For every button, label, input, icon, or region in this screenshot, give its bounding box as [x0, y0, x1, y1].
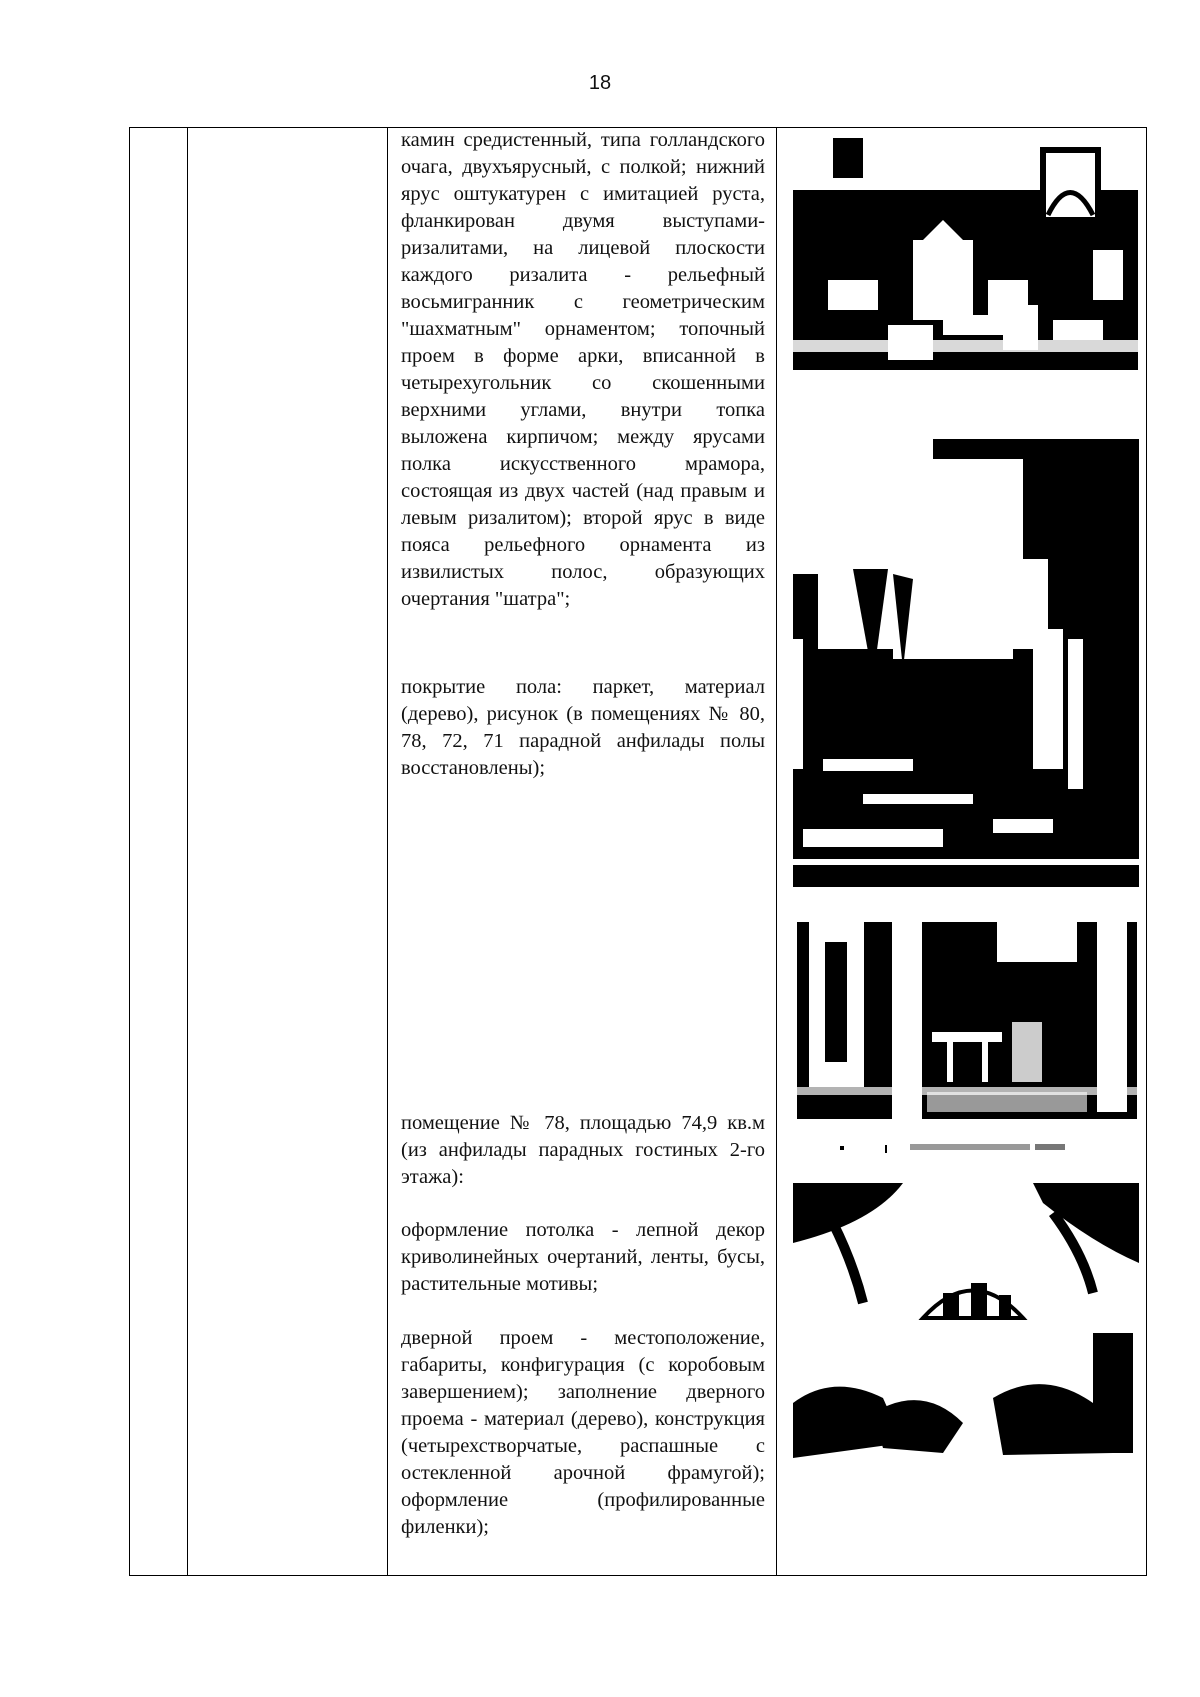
- fireplace-description: камин средистенный, типа голландского очага, двухъярусный, с полкой; нижний ярус оштукатурен с имитацией руста, фланкирован двумя выступами-ризалитами, на лицевой плоскости каждого ризалита - рельефный восьмигранник с геометрическим "шахматным" орнаментом; топочный проем в форме арки, вписанной в четырехугольник со скошенными верхними углами, внутри топка выложена кирпичом; между ярусами полка искусственного мрамора, состоящая из двух частей (над правым и левым ризалитом); второй ярус в виде пояса рельефного орнамента из извилистых полос, образующих очертания "шатра";: [401, 129, 765, 610]
- table-column-divider: [187, 128, 188, 1575]
- photo-interior-ceiling-arch: [793, 1183, 1139, 1461]
- floor-description: покрытие пола: паркет, материал (дерево), рисунок (в помещениях № 80, 78, 72, 71 парадной анфилады полы восстановлены);: [401, 676, 765, 779]
- ceiling-description: оформление потолка - лепной декор криволинейных очертаний, ленты, бусы, растительные мотивы;: [401, 1219, 765, 1295]
- table-column-divider: [776, 128, 777, 1575]
- photo-interior-hall: [797, 922, 1137, 1119]
- page-number: 18: [588, 72, 612, 94]
- photo-interior-room: [793, 439, 1139, 887]
- table-column-divider: [387, 128, 388, 1575]
- doorway-description: дверной проем - местоположение, габариты, конфигурация (с коробовым завершением); заполнение дверного проема - материал (дерево), конструкция (четырехстворчатые, распашные с остекленной арочной фрамугой); оформление (профилированные филенки);: [401, 1327, 765, 1538]
- photo-interior-fireplace: [793, 130, 1138, 392]
- room-78-heading: помещение № 78, площадью 74,9 кв.м (из анфилады парадных гостиных 2-го этажа):: [401, 1112, 765, 1188]
- scan-artifact: [840, 1140, 1080, 1154]
